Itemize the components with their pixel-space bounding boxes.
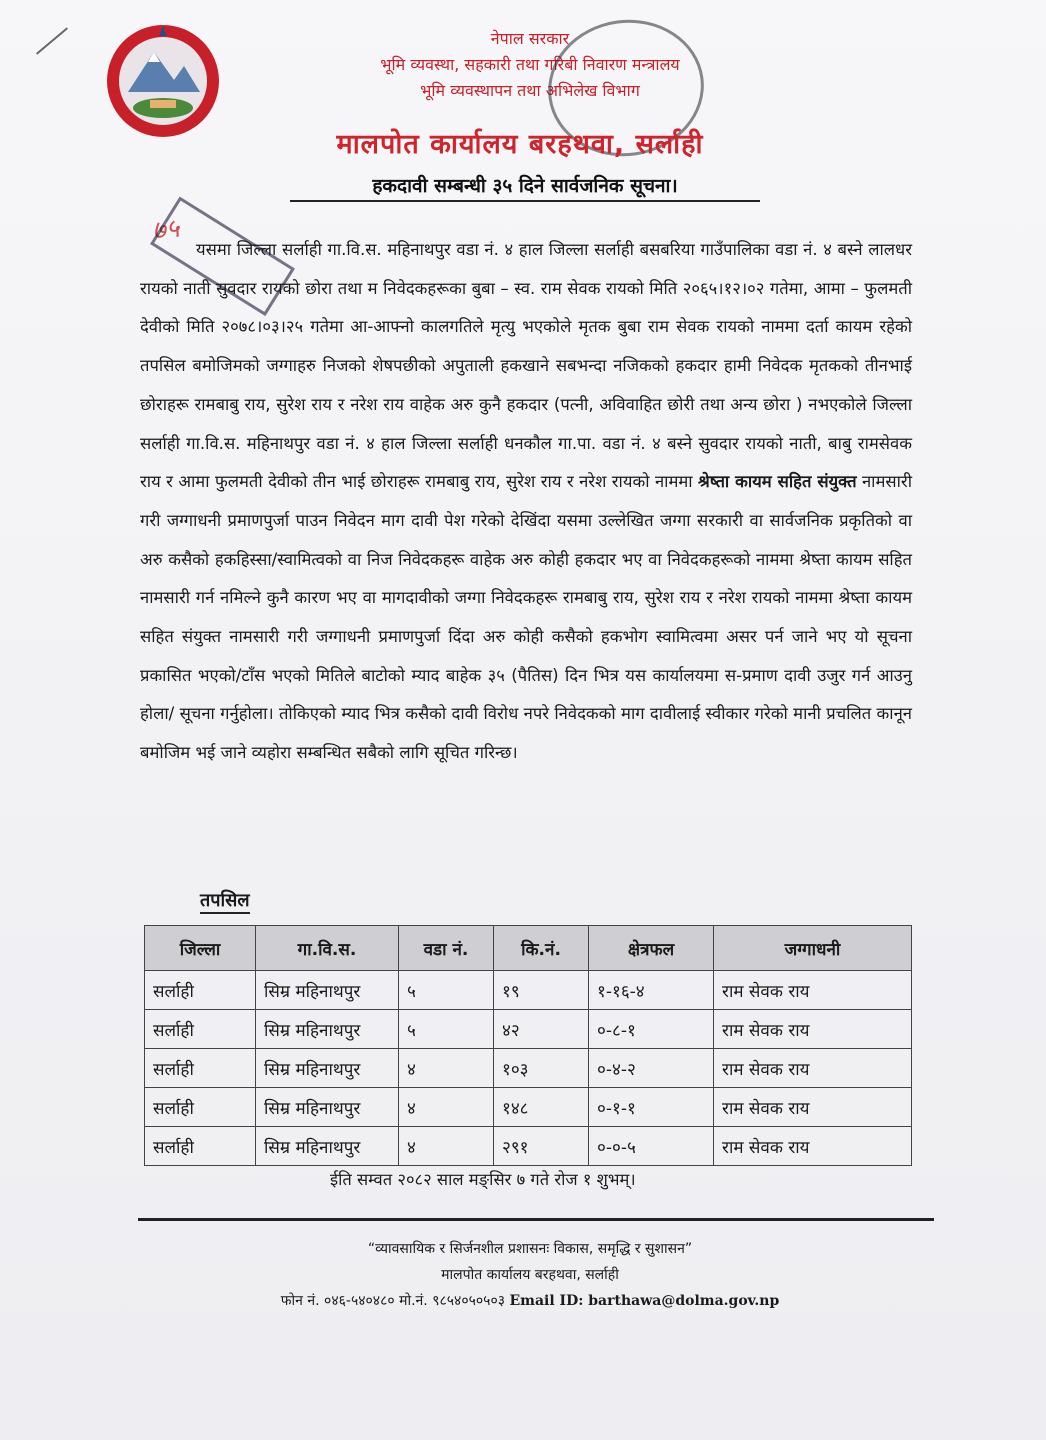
cell-owner: राम सेवक राय <box>714 1010 912 1049</box>
cell-ward: ४ <box>399 1127 494 1166</box>
table-row <box>145 971 912 1010</box>
cell-owner: राम सेवक राय <box>714 971 912 1010</box>
header-line-2: भूमि व्यवस्था, सहकारी तथा गरिबी निवारण मन्त्रालय <box>380 55 680 74</box>
cell-owner: राम सेवक राय <box>714 1049 912 1088</box>
table-row <box>145 1049 912 1088</box>
land-schedule-table <box>144 925 912 1166</box>
cell-plot: १४८ <box>494 1088 589 1127</box>
table-row <box>145 1088 912 1127</box>
header-line-3: भूमि व्यवस्थापन तथा अभिलेख विभाग <box>420 81 640 100</box>
cell-vdc: सिम्र महिनाथपुर <box>256 1049 399 1088</box>
body-paragraph-2: नामसारी गरी जग्गाधनी प्रमाणपुर्जा पाउन निवेदन माग दावी पेश गरेको देखिंदा यसमा उल्लेखित जग्गा सरकारी वा सार्वजनिक प्रकृतिको वा अरु कसैको हकहिस्सा/स्वामित्वको वा निज निवेदकहरू वाहेक अरु कोही हकदार भए वा निवेदकहरूको नाममा श्रेष्ता कायम सहित नामसारी गर्न नमिल्ने कुनै कारण भए वा मागदावीको जग्गा निवेदकहरू रामबाबु राय, सुरेश राय र नरेश रायको नाममा श्रेष्ता कायम सहित संयुक्त नामसारी गरी जग्गाधनी प्रमाणपुर्जा दिंदा अरु कोही कसैको हकभोग स्वामित्वमा असर पर्न जाने भए यो सूचना प्रकासित भएको/टाँस भएको मितिले बाटोको म्याद बाहेक ३५ (पैतिस) दिन भित्र यस कार्यालयमा स-प्रमाण दावी उजुर गर्न आउनु होला/ सूचना गर्नुहोला। तोकिएको म्याद भित्र कसैको दावी विरोध नपरे निवेदकको माग दावीलाई स्वीकार गरेको मानी प्रचलित कानून बमोजिम भई जाने व्यहोरा सम्बन्धित सबैको लागि सूचित गरिन्छ। <box>140 472 912 763</box>
notice-body <box>140 231 912 773</box>
col-header-plot: कि.नं. <box>494 926 589 971</box>
cell-district: सर्लाही <box>145 1088 256 1127</box>
col-header-area: क्षेत्रफल <box>589 926 714 971</box>
cell-area: ०-०-५ <box>589 1127 714 1166</box>
cell-vdc: सिम्र महिनाथपुर <box>256 1088 399 1127</box>
cell-ward: ५ <box>399 1010 494 1049</box>
staple-mark <box>36 27 68 54</box>
cell-ward: ४ <box>399 1088 494 1127</box>
notice-title: हकदावी सम्बन्धी ३५ दिने सार्वजनिक सूचना। <box>290 172 760 202</box>
office-title: मालपोत कार्यालय बरहथवा, सर्लाही <box>336 129 704 160</box>
cell-area: १-१६-४ <box>589 971 714 1010</box>
cell-vdc: सिम्र महिनाथपुर <box>256 1010 399 1049</box>
schedule-label: तपसिल <box>200 888 250 914</box>
cell-owner: राम सेवक राय <box>714 1127 912 1166</box>
cell-ward: ५ <box>399 971 494 1010</box>
cell-area: ०-१-१ <box>589 1088 714 1127</box>
body-paragraph-1: यसमा जिल्ला सर्लाही गा.वि.स. महिनाथपुर वडा नं. ४ हाल जिल्ला सर्लाही बसबरिया गाउँपालिका वडा नं. ४ बस्ने लालधर रायको नाती सुवदार रायको छोरा तथा म निवेदकहरूका बुबा – स्व. राम सेवक रायको मिति २०६५।१२।०२ गतेमा, आमा – फुलमती देवीको मिति २०७८।०३।२५ गतेमा आ-आफ्नो कालगतिले मृत्यु भएकोले मृतक बुबा राम सेवक रायको नाममा दर्ता कायम रहेको तपसिल बमोजिमको जग्गाहरु निजको शेषपछीको अपुताली हकखाने सबभन्दा नजिकको हकदार हामी निवेदक मृतकको तीनभाई छोराहरू रामबाबु राय, सुरेश राय र नरेश राय वाहेक अरु कुनै हकदार (पत्नी, अविवाहित छोरी तथा अन्य छोरा ) नभएकोले जिल्ला सर्लाही गा.वि.स. महिनाथपुर वडा नं. ४ हाल जिल्ला सर्लाही धनकौल गा.पा. वडा नं. ४ बस्ने सुवदार रायको नाती, बाबु रामसेवक राय र आमा फुलमती देवीको तीन भाई छोराहरू रामबाबु राय, सुरेश राय र नरेश रायको नाममा <box>140 240 912 492</box>
handwritten-mark: ७५ <box>150 213 181 247</box>
government-header <box>250 26 810 104</box>
closing-line: ईति सम्वत २०८२ साल मङ्सिर ७ गते रोज १ शुभम्। <box>330 1170 636 1189</box>
cell-vdc: सिम्र महिनाथपुर <box>256 971 399 1010</box>
footer-office: मालपोत कार्यालय बरहथवा, सर्लाही <box>441 1267 619 1283</box>
cell-plot: २९१ <box>494 1127 589 1166</box>
footer <box>180 1236 880 1314</box>
cell-district: सर्लाही <box>145 1010 256 1049</box>
col-header-owner: जग्गाधनी <box>714 926 912 971</box>
header-line-1: नेपाल सरकार <box>490 29 570 48</box>
footer-email: Email ID: barthawa@dolma.gov.np <box>509 1293 780 1309</box>
cell-district: सर्लाही <box>145 1049 256 1088</box>
cell-ward: ४ <box>399 1049 494 1088</box>
col-header-district: जिल्ला <box>145 926 256 971</box>
footer-motto: “व्यावसायिक र सिर्जनशील प्रशासनः विकास, समृद्धि र सुशासन” <box>367 1241 693 1257</box>
col-header-ward: वडा नं. <box>399 926 494 971</box>
cell-vdc: सिम्र महिनाथपुर <box>256 1127 399 1166</box>
body-bold-phrase: श्रेष्ता कायम सहित संयुक्त <box>698 472 857 492</box>
cell-district: सर्लाही <box>145 971 256 1010</box>
cell-owner: राम सेवक राय <box>714 1088 912 1127</box>
cell-plot: १०३ <box>494 1049 589 1088</box>
table-row <box>145 1010 912 1049</box>
cell-area: ०-८-१ <box>589 1010 714 1049</box>
cell-plot: ४२ <box>494 1010 589 1049</box>
nepal-emblem-icon <box>104 22 222 140</box>
footer-contact <box>180 1288 880 1314</box>
footer-phone: फोन नं. ०४६-५४०४८० मो.नं. ९८५४०५०५०३ <box>280 1293 506 1309</box>
cell-plot: १९ <box>494 971 589 1010</box>
table-row <box>145 1127 912 1166</box>
table-header-row <box>145 926 912 971</box>
cell-area: ०-४-२ <box>589 1049 714 1088</box>
cell-district: सर्लाही <box>145 1127 256 1166</box>
footer-divider <box>138 1218 934 1221</box>
col-header-vdc: गा.वि.स. <box>256 926 399 971</box>
